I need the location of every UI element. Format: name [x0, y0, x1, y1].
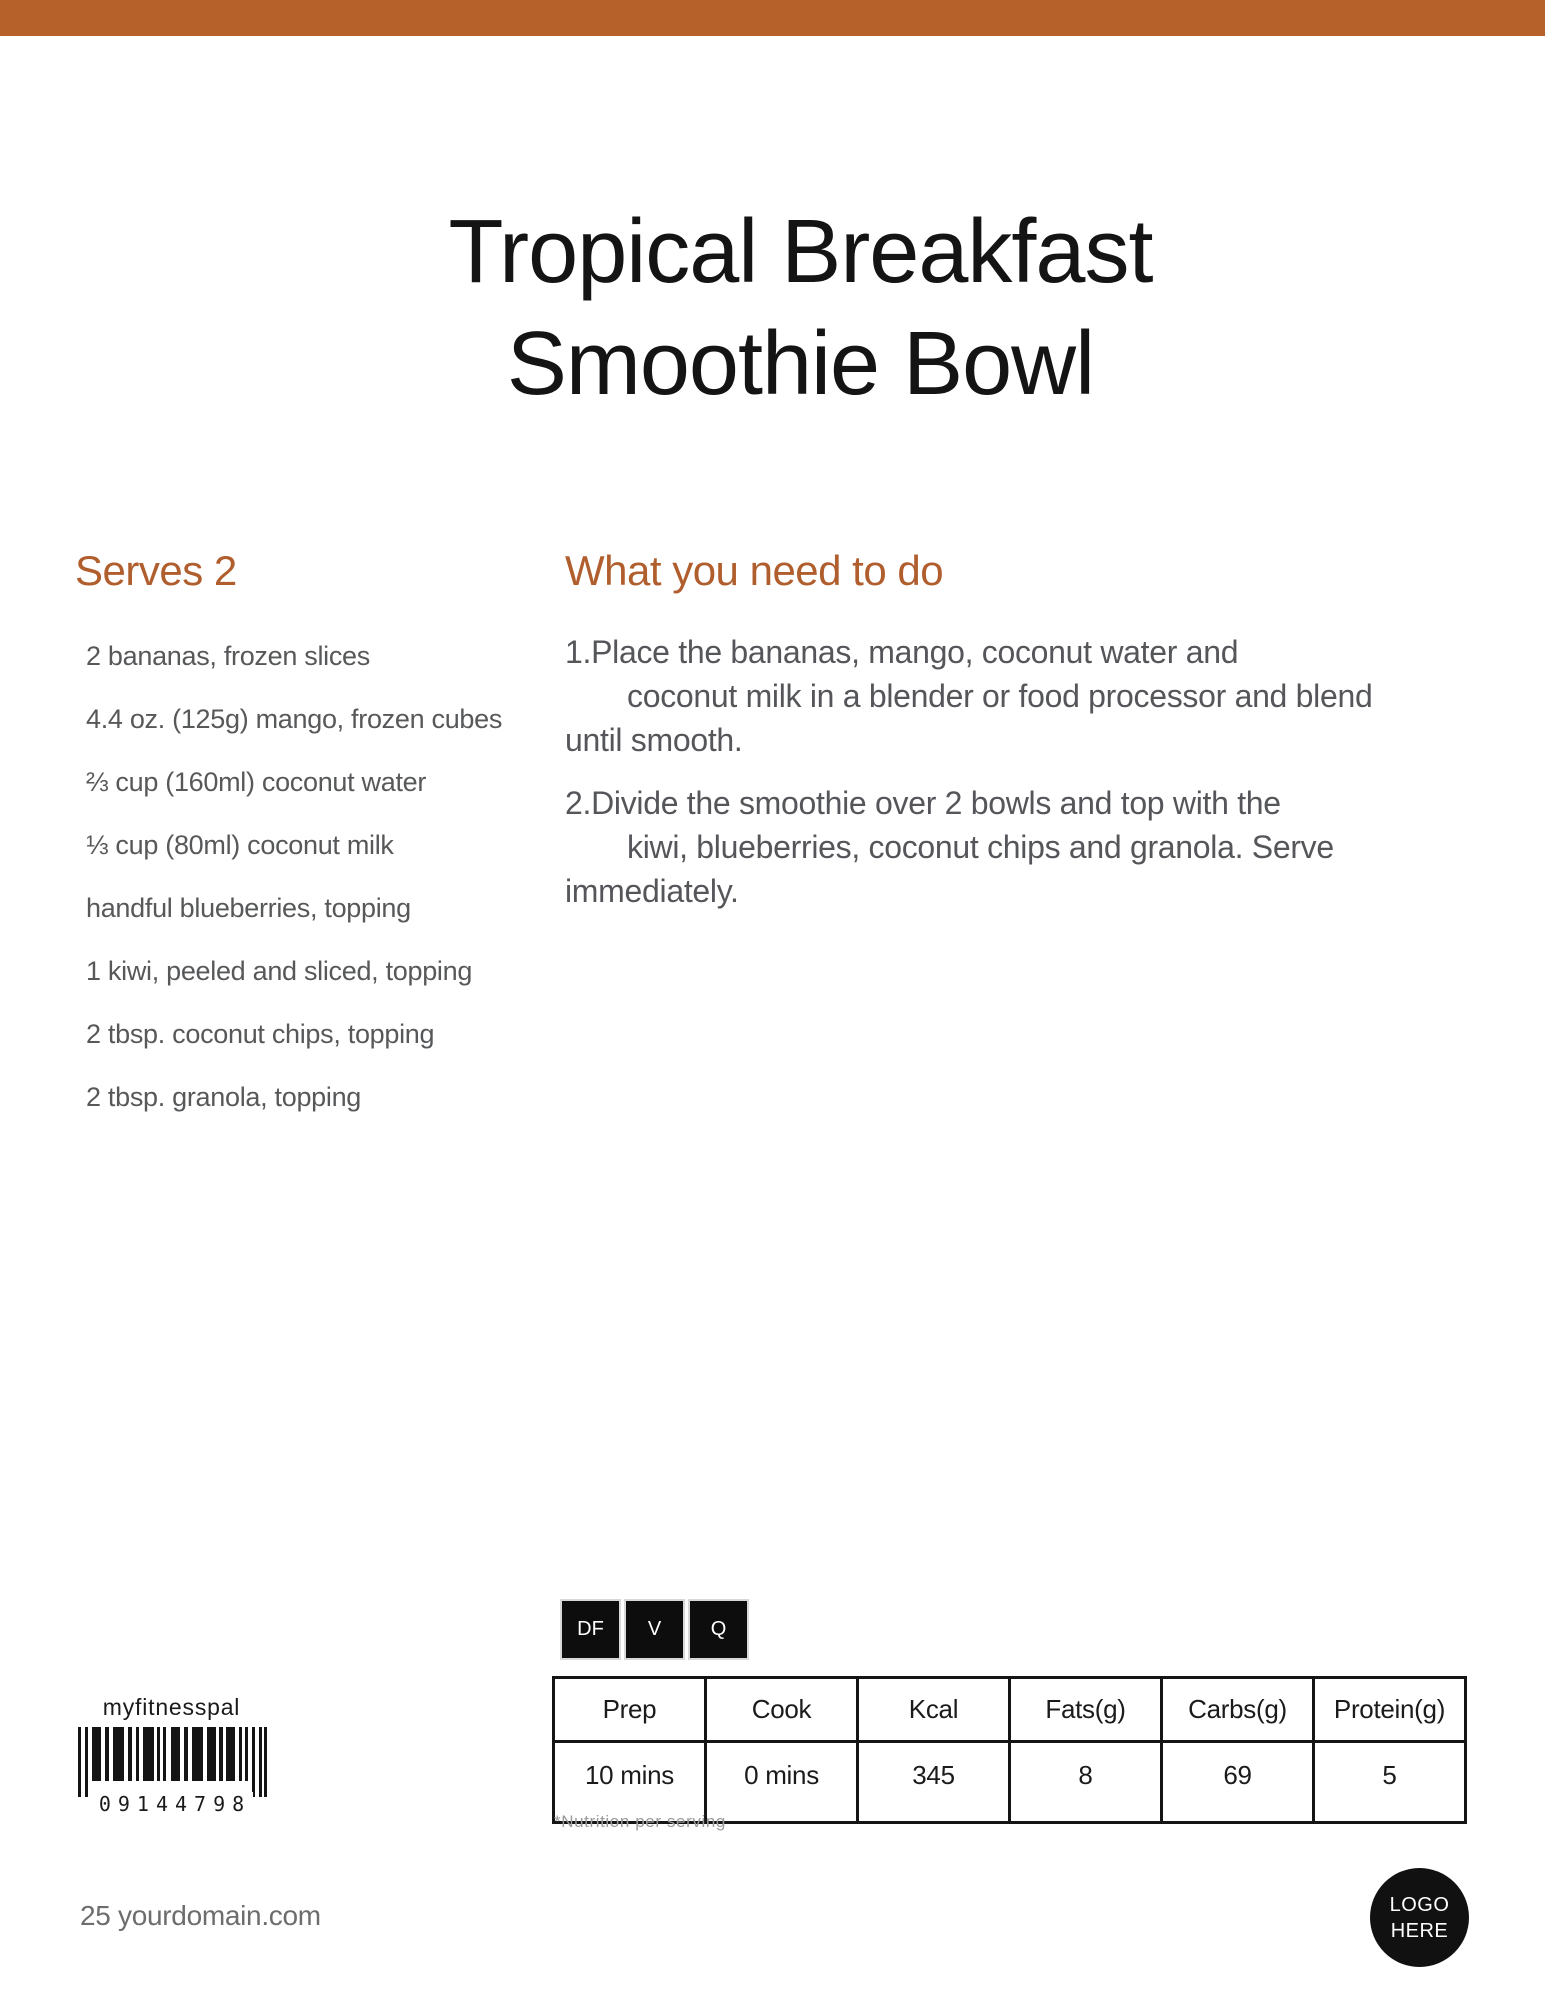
page-title — [0, 196, 1545, 420]
logo-line-2: HERE — [1390, 1919, 1449, 1942]
nutrition-header-cell: Kcal — [858, 1678, 1010, 1742]
barcode-digits: 09144798 — [90, 1792, 253, 1816]
nutrition-value-cell: 10 mins — [554, 1742, 706, 1823]
ingredient-item: ⅔ cup (160ml) coconut water — [86, 767, 427, 797]
nutrition-header-row — [554, 1678, 1466, 1742]
nutrition-value-cell: 5 — [1314, 1742, 1466, 1823]
nutrition-value-cell: 345 — [858, 1742, 1010, 1823]
instruction-line: 1.Place the bananas, mango, coconut water and — [565, 634, 1239, 670]
ingredient-item: ⅓ cup (80ml) coconut milk — [86, 830, 394, 860]
diet-badge-df: DF — [560, 1599, 621, 1660]
nutrition-header-cell: Cook — [706, 1678, 858, 1742]
instruction-line: immediately. — [565, 873, 739, 909]
barcode-block — [76, 1694, 267, 1816]
diet-badge-v: V — [624, 1599, 685, 1660]
instruction-line: until smooth. — [565, 722, 743, 758]
nutrition-value-cell: 0 mins — [706, 1742, 858, 1823]
nutrition-value-row — [554, 1742, 1466, 1823]
ingredient-item: 4.4 oz. (125g) mango, frozen cubes — [86, 704, 503, 734]
ingredient-item: 2 bananas, frozen slices — [86, 641, 370, 671]
instruction-step-2 — [565, 781, 1510, 913]
instruction-step-1 — [565, 630, 1510, 762]
instruction-line: kiwi, blueberries, coconut chips and granola. Serve — [627, 829, 1334, 865]
diet-badge-q: Q — [688, 1599, 749, 1660]
diet-badges — [560, 1599, 749, 1660]
ingredient-item: handful blueberries, topping — [86, 893, 411, 923]
nutrition-value-cell: 69 — [1162, 1742, 1314, 1823]
instructions-list — [565, 630, 1510, 932]
instruction-line: 2.Divide the smoothie over 2 bowls and top with the — [565, 785, 1281, 821]
instruction-line: coconut milk in a blender or food processor and blend — [627, 678, 1373, 714]
ingredient-item: 2 tbsp. granola, topping — [86, 1082, 362, 1112]
nutrition-header-cell: Carbs(g) — [1162, 1678, 1314, 1742]
page-number-domain: 25 yourdomain.com — [80, 1900, 321, 1931]
page-title-text: Tropical Breakfast Smoothie Bowl — [448, 202, 1153, 414]
ingredient-item: 1 kiwi, peeled and sliced, topping — [86, 956, 473, 986]
instructions-heading: What you need to do — [565, 547, 944, 594]
ingredients-list — [86, 638, 506, 1142]
nutrition-table — [552, 1676, 1467, 1824]
nutrition-header-cell: Prep — [554, 1678, 706, 1742]
logo-line-1: LOGO — [1389, 1893, 1450, 1916]
ingredient-item: 2 tbsp. coconut chips, topping — [86, 1019, 435, 1049]
nutrition-header-cell: Protein(g) — [1314, 1678, 1466, 1742]
top-accent-bar — [0, 0, 1545, 36]
barcode-brand-label: myfitnesspal — [102, 1694, 241, 1720]
serves-heading: Serves 2 — [75, 547, 237, 594]
nutrition-value-cell: 8 — [1010, 1742, 1162, 1823]
nutrition-header-cell: Fats(g) — [1010, 1678, 1162, 1742]
nutrition-note: *Nutrition per serving — [554, 1812, 726, 1831]
logo-placeholder-badge — [1370, 1868, 1469, 1967]
